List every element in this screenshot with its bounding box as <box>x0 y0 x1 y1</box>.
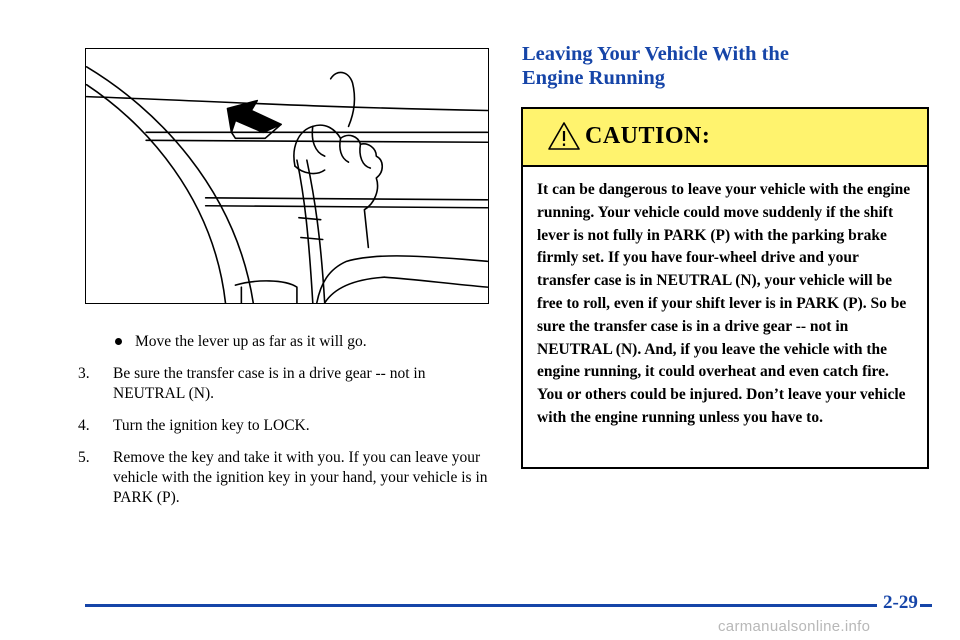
caution-header <box>523 109 927 167</box>
caution-box <box>521 107 929 469</box>
dashboard-line <box>206 198 488 200</box>
step-number: 4. <box>78 417 90 434</box>
step-item <box>78 416 488 436</box>
steering-wheel <box>87 85 226 303</box>
section-heading <box>522 42 942 90</box>
shift-lever-illustration <box>85 48 489 304</box>
dashboard-line <box>87 97 488 111</box>
step-text: Be sure the transfer case is in a drive gear -- not in NEUTRAL (N). <box>113 365 426 402</box>
dashboard-line <box>146 140 487 142</box>
dashboard-line <box>206 206 488 208</box>
caution-label: CAUTION: <box>585 123 711 149</box>
step-text: Remove the key and take it with you. If you can leave your vehicle with the ignition key in your hand, your vehicle is in PARK (P). <box>113 449 488 506</box>
caution-text: It can be dangerous to leave your vehicle with the engine running. Your vehicle could move suddenly if the shift lever is not fully in PARK (P) with the parking brake firmly set. If you have four-wheel drive and your transfer case is in NEUTRAL (N), your vehicle will be free to roll, even if your shift lever is in PARK (P). So be sure the transfer case is in a drive gear -- not in NEUTRAL (N). And, if you leave the vehicle with the engine running, it could overheat and even catch fire. You or others could be injured. Don’t leave your vehicle with the engine running unless you have to. <box>537 181 911 426</box>
page-number: 2-29 <box>877 592 920 614</box>
warning-triangle-icon <box>547 121 581 151</box>
step-number: 3. <box>78 365 90 382</box>
bullet-dot-icon <box>115 338 122 345</box>
bullet-item <box>78 332 488 352</box>
footer-rule <box>85 604 932 607</box>
section-heading-line: Leaving Your Vehicle With the <box>522 43 789 65</box>
watermark: carmanualsonline.info <box>718 618 871 635</box>
step-number: 5. <box>78 449 90 466</box>
step-item <box>78 364 488 404</box>
left-column <box>78 332 488 520</box>
step-text: Turn the ignition key to LOCK. <box>113 417 310 434</box>
bullet-text: Move the lever up as far as it will go. <box>135 333 367 350</box>
section-heading-line: Engine Running <box>522 67 665 89</box>
step-item <box>78 448 488 508</box>
